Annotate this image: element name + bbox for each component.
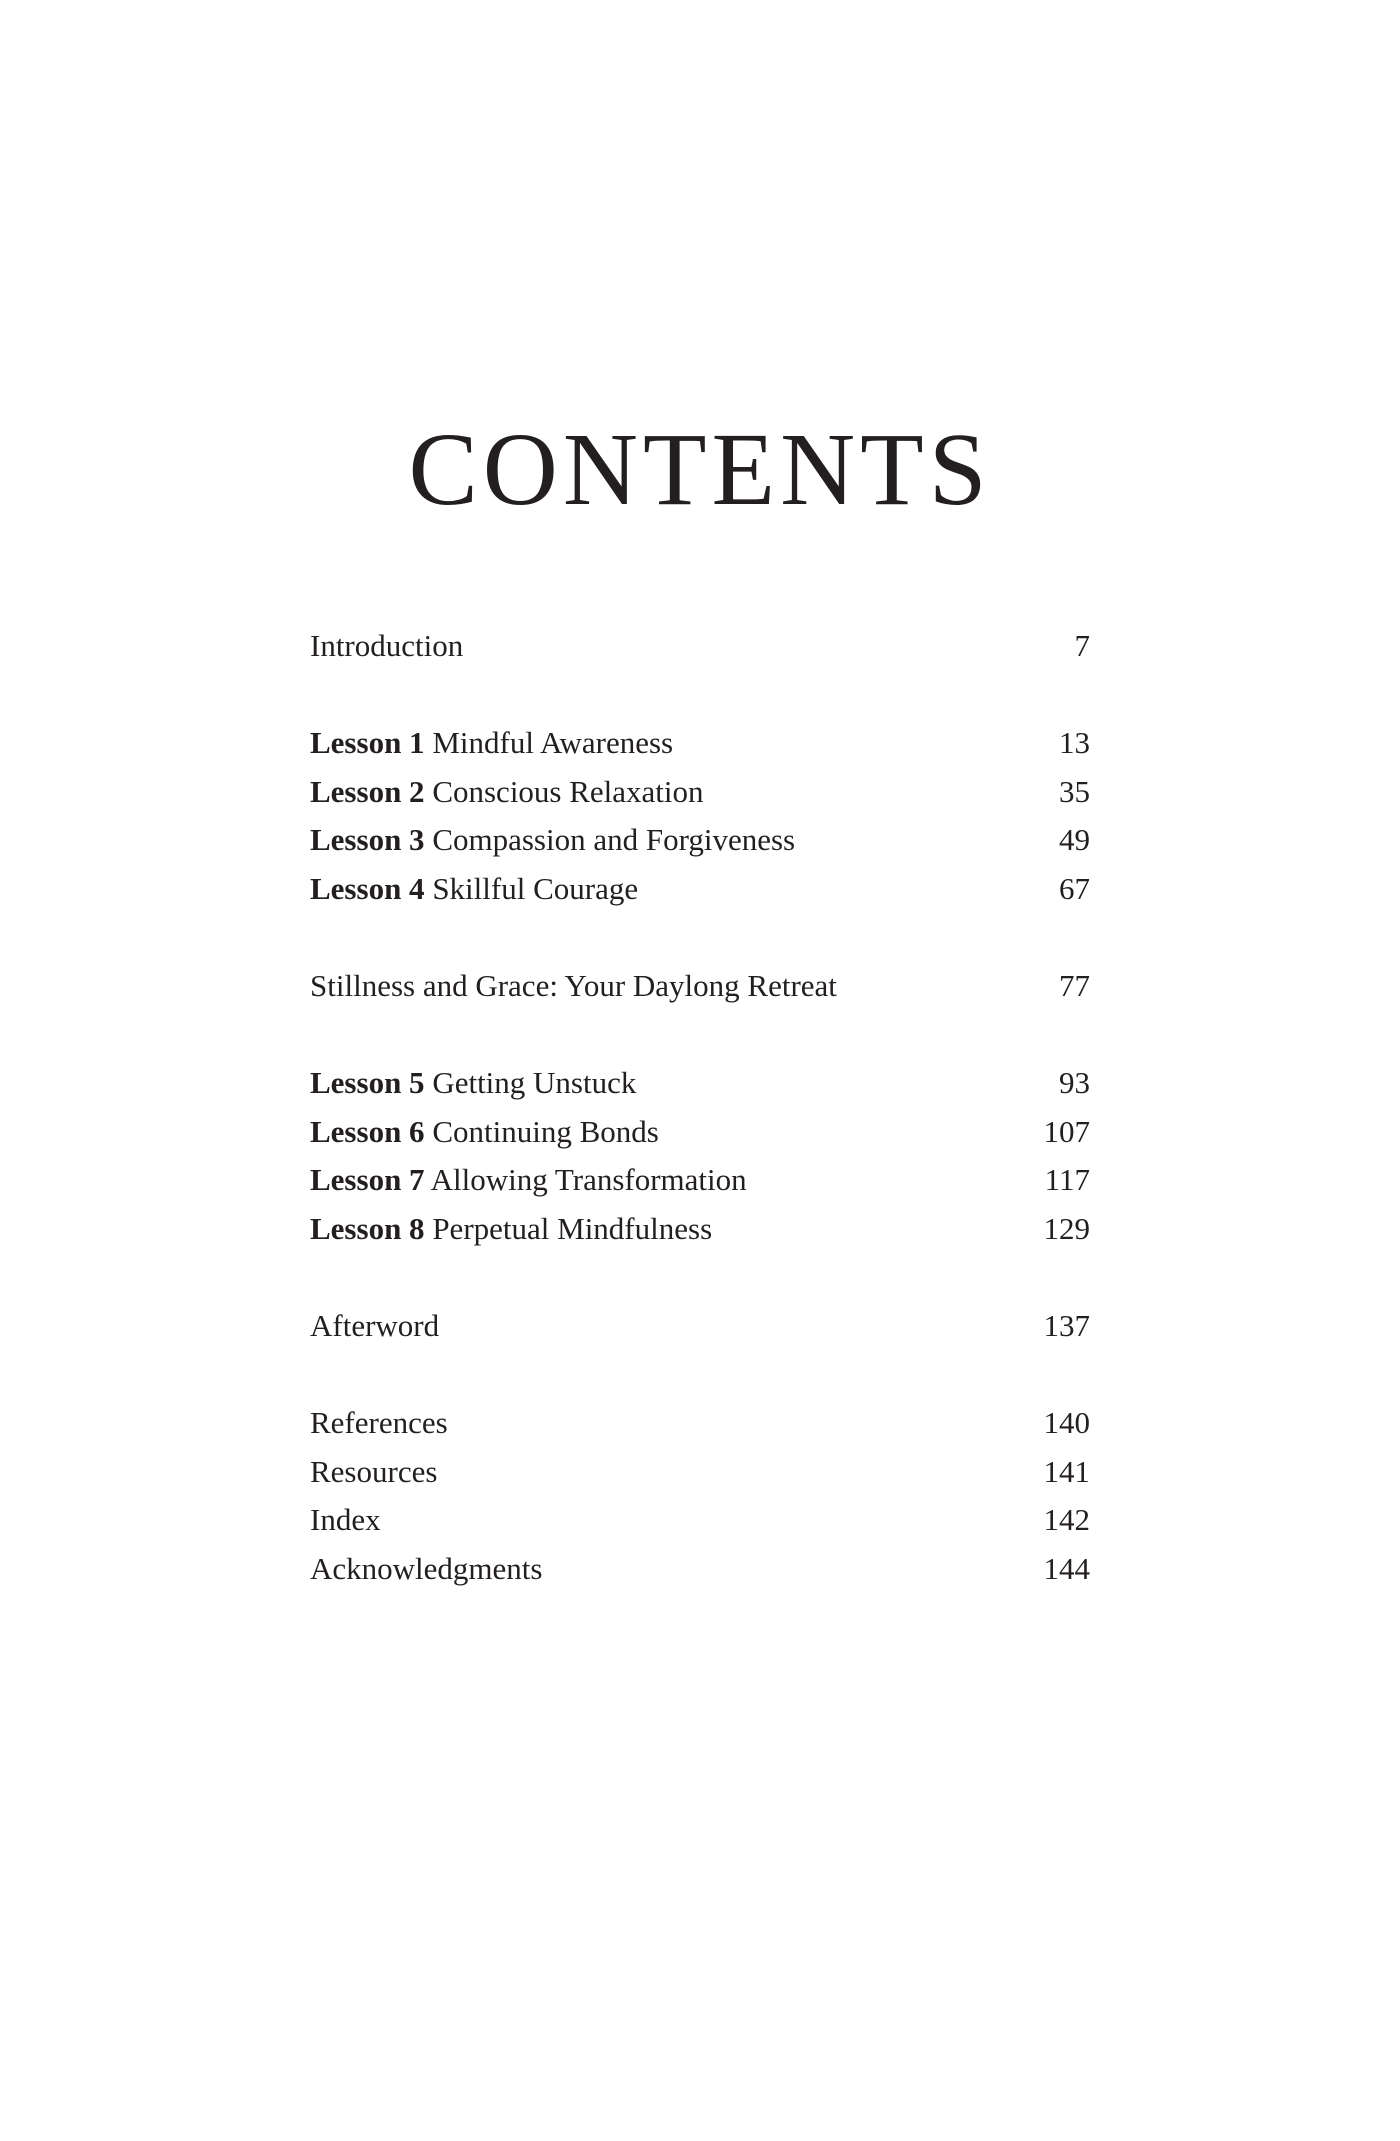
toc-page-number: 140 [1043, 1405, 1090, 1441]
lesson-number: Lesson 8 [310, 1210, 425, 1246]
toc-entry-label [310, 1545, 542, 1594]
toc-entry-title: Acknowledgments [310, 1550, 543, 1586]
toc-entry[interactable] [310, 1448, 1090, 1497]
toc-entry[interactable] [310, 865, 1090, 914]
toc-entry-label [310, 1399, 448, 1448]
toc-page-number: 13 [1059, 725, 1090, 761]
page-title: CONTENTS [408, 412, 992, 527]
toc-entry-title: Conscious Relaxation [432, 773, 704, 809]
toc-entry-label [310, 1496, 381, 1545]
toc-page-number: 7 [1074, 628, 1090, 663]
toc-entry-title: Compassion and Forgiveness [432, 822, 796, 858]
toc-entry-title: Getting Unstuck [432, 1065, 637, 1101]
toc-group [310, 1302, 1090, 1351]
toc-entry-title: Index [310, 1502, 381, 1538]
toc-group [310, 719, 1090, 913]
lesson-number: Lesson 7 [310, 1162, 425, 1198]
toc-page-number: 137 [1043, 1307, 1090, 1343]
toc-entry-label [310, 1448, 437, 1497]
toc-entry-label [310, 768, 704, 817]
toc-entry[interactable] [310, 1399, 1090, 1448]
toc-group [310, 622, 1090, 671]
lesson-number: Lesson 4 [310, 870, 425, 906]
toc-entry-title: Introduction [310, 628, 464, 663]
toc-entry-label [310, 719, 673, 768]
toc-page-number: 35 [1059, 773, 1090, 809]
toc-entry-title: Mindful Awareness [432, 725, 674, 761]
toc-entry-title: References [310, 1405, 448, 1441]
toc-group [310, 1059, 1090, 1253]
toc-page-number: 142 [1043, 1502, 1090, 1538]
toc-page-number: 141 [1043, 1453, 1090, 1489]
toc-entry[interactable] [310, 1205, 1090, 1254]
toc-entry-title: Continuing Bonds [432, 1113, 659, 1149]
toc-entry-title: Afterword [310, 1307, 440, 1343]
toc-group [310, 1399, 1090, 1593]
toc-entry[interactable] [310, 1545, 1090, 1594]
toc-entry-title: Allowing Transformation [430, 1162, 747, 1198]
toc-entry[interactable] [310, 622, 1090, 671]
toc-entry-title: Skillful Courage [432, 870, 639, 906]
toc-entry[interactable] [310, 1496, 1090, 1545]
table-of-contents [310, 622, 1090, 1593]
toc-entry-label [310, 622, 463, 671]
toc-entry-label [310, 1205, 712, 1254]
toc-entry[interactable] [310, 1108, 1090, 1157]
toc-entry-label [310, 1156, 747, 1205]
lesson-number: Lesson 5 [310, 1065, 425, 1101]
toc-page-number: 67 [1059, 870, 1090, 906]
toc-page-number: 93 [1059, 1065, 1090, 1101]
toc-entry[interactable] [310, 1302, 1090, 1351]
toc-entry-label [310, 1059, 636, 1108]
toc-entry[interactable] [310, 1059, 1090, 1108]
toc-page-number: 129 [1043, 1210, 1090, 1246]
toc-page-number: 77 [1059, 967, 1090, 1003]
lesson-number: Lesson 1 [310, 725, 425, 761]
toc-entry[interactable] [310, 719, 1090, 768]
toc-entry[interactable] [310, 768, 1090, 817]
toc-entry-label [310, 962, 837, 1011]
toc-page-number: 107 [1043, 1113, 1090, 1149]
toc-page-number: 144 [1043, 1550, 1090, 1586]
toc-entry[interactable] [310, 816, 1090, 865]
toc-entry-title: Perpetual Mindfulness [432, 1210, 713, 1246]
toc-entry-label [310, 816, 795, 865]
toc-entry-label [310, 1108, 659, 1157]
toc-entry-title: Resources [310, 1453, 438, 1489]
toc-entry-label [310, 1302, 439, 1351]
toc-group [310, 962, 1090, 1011]
lesson-number: Lesson 2 [310, 773, 425, 809]
toc-entry[interactable] [310, 1156, 1090, 1205]
toc-page-number: 49 [1059, 822, 1090, 858]
toc-entry-title: Stillness and Grace: Your Daylong Retreat [310, 967, 837, 1003]
lesson-number: Lesson 6 [310, 1113, 425, 1149]
lesson-number: Lesson 3 [310, 822, 425, 858]
toc-entry[interactable] [310, 962, 1090, 1011]
toc-page-number: 117 [1044, 1162, 1090, 1198]
toc-entry-label [310, 865, 638, 914]
